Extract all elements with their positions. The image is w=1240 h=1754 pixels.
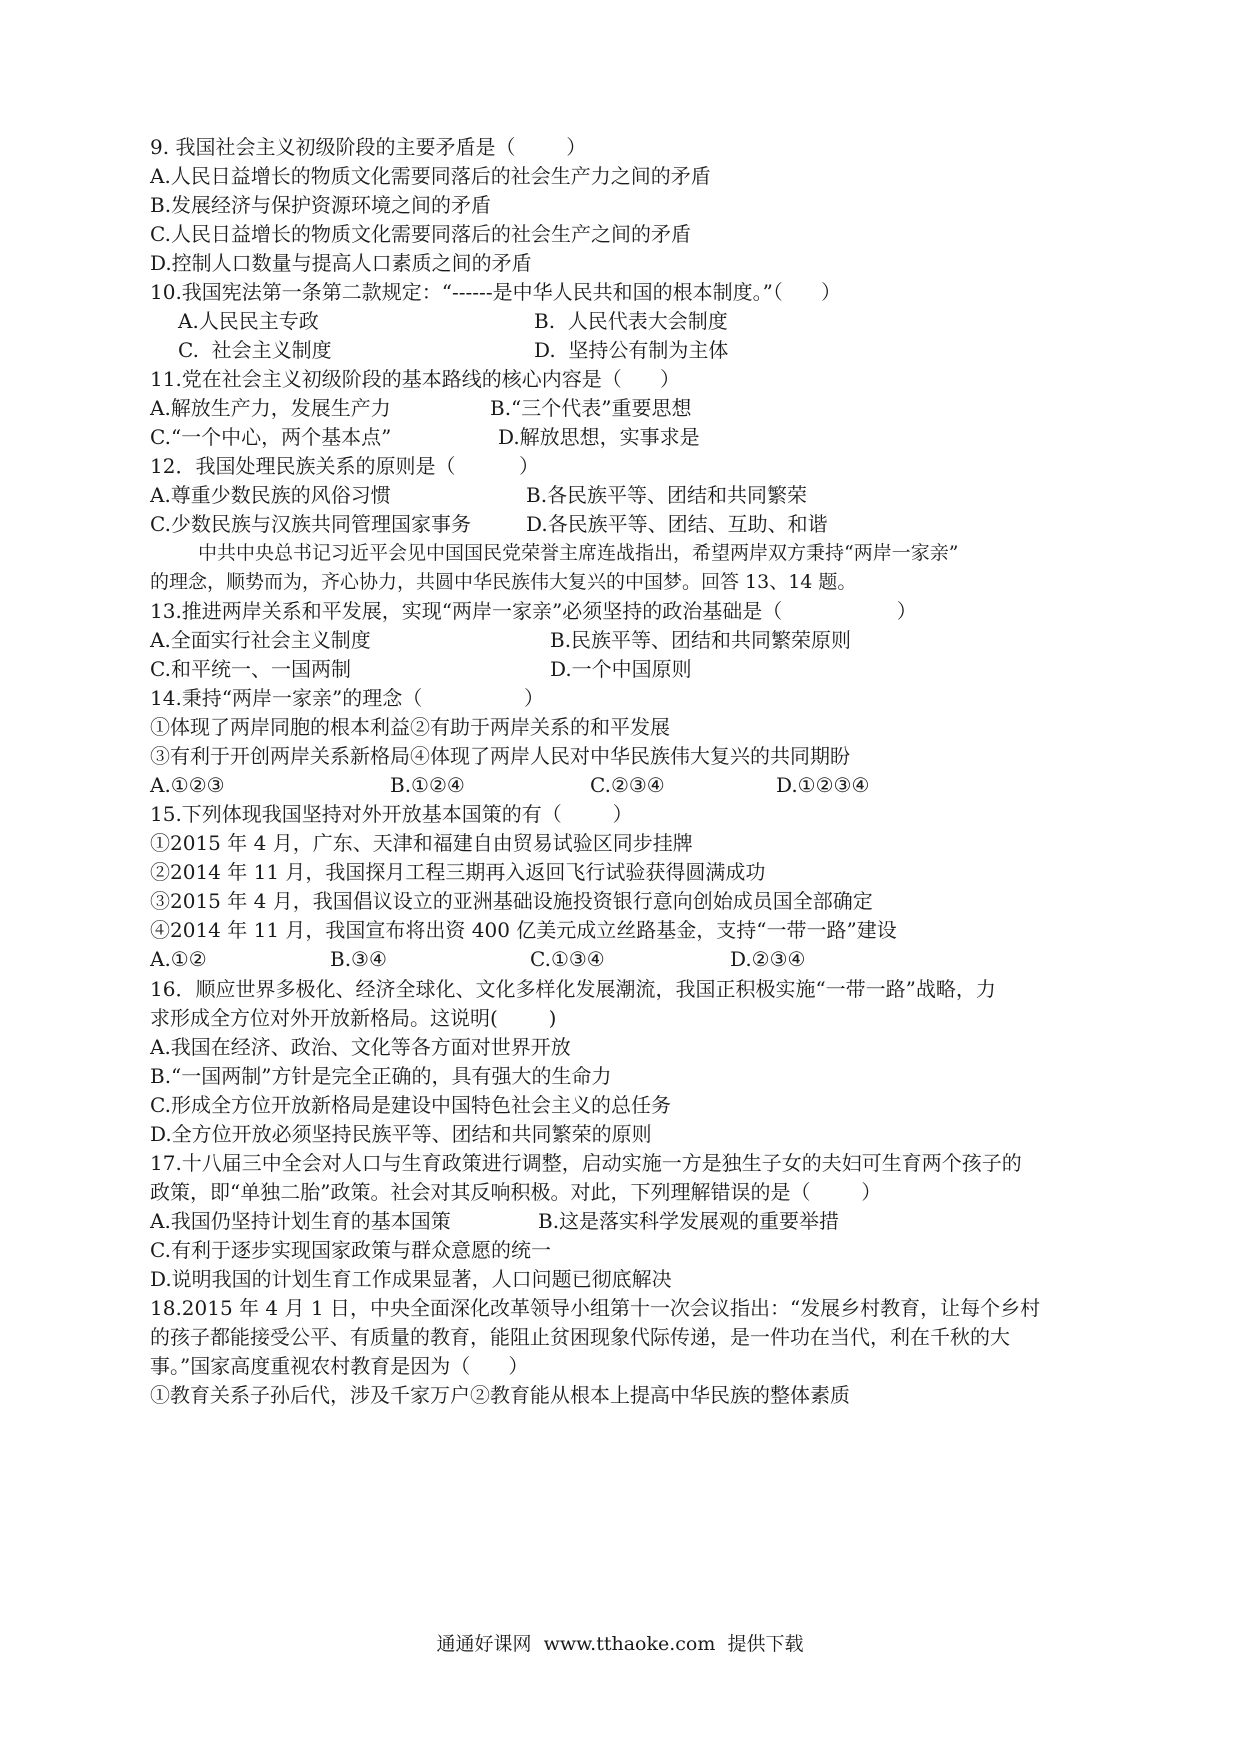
q17-stem-line-2: 政策，即“单独二胎”政策。社会对其反响积极。对此，下列理解错误的是（ ） (150, 1180, 882, 1204)
q17-stem-line-1: 17.十八届三中全会对人口与生育政策进行调整，启动实施一方是独生子女的夫妇可生育两个孩子的 (150, 1151, 1022, 1175)
q16-option-a: A.我国在经济、政治、文化等各方面对世界开放 (150, 1035, 571, 1059)
q12-option-d: D.各民族平等、团结、互助、和谐 (526, 512, 828, 536)
q17-option-b: B.这是落实科学发展观的重要举措 (538, 1209, 840, 1233)
q17-option-c: C.有利于逐步实现国家政策与群众意愿的统一 (150, 1238, 551, 1262)
q16-option-b: B.“一国两制”方针是完全正确的，具有强大的生命力 (150, 1064, 612, 1088)
q16-option-d: D.全方位开放必须坚持民族平等、团结和共同繁荣的原则 (150, 1122, 652, 1146)
q9-option-a: A.人民日益增长的物质文化需要同落后的社会生产力之间的矛盾 (150, 164, 711, 188)
q14-option-b: B.①②④ (390, 773, 465, 797)
q11-stem: 11.党在社会主义初级阶段的基本路线的核心内容是（ ） (150, 367, 680, 391)
q12-option-b: B.各民族平等、团结和共同繁荣 (526, 483, 808, 507)
q11-options-row-2 (150, 424, 1050, 450)
q10-options-row-2 (178, 337, 1078, 363)
q15-statement-2: ②2014 年 11 月，我国探月工程三期再入返回飞行试验获得圆满成功 (150, 860, 766, 884)
q11-option-c: C.“一个中心，两个基本点” (150, 425, 392, 449)
q17-options-row-1 (150, 1208, 1050, 1234)
q10-option-d: D. 坚持公有制为主体 (534, 338, 729, 362)
q17-option-a: A.我国仍坚持计划生育的基本国策 (150, 1209, 451, 1233)
q14-options-row (150, 772, 1050, 798)
q15-statement-3: ③2015 年 4 月，我国倡议设立的亚洲基础设施投资银行意向创始成员国全部确定 (150, 889, 873, 913)
q14-statement-1: ①体现了两岸同胞的根本利益②有助于两岸关系的和平发展 (150, 715, 670, 739)
q15-option-c: C.①③④ (530, 947, 605, 971)
q15-statement-4: ④2014 年 11 月，我国宣布将出资 400 亿美元成立丝路基金，支持“一带一路”建设 (150, 918, 897, 942)
q13-stem: 13.推进两岸关系和平发展，实现“两岸一家亲”必须坚持的政治基础是（ ） (150, 599, 917, 623)
q13-options-row-2 (150, 656, 1050, 682)
q12-options-row-1 (150, 482, 1050, 508)
material-line-2: 的理念，顺势而为，齐心协力，共圆中华民族伟大复兴的中国梦。回答 13、14 题。 (150, 571, 857, 593)
q10-stem: 10.我国宪法第一条第二款规定：“------是中华人民共和国的根本制度。”（ ） (150, 280, 841, 304)
q12-stem: 12．我国处理民族关系的原则是（ ） (150, 454, 540, 478)
q13-options-row-1 (150, 627, 1050, 653)
q9-option-c: C.人民日益增长的物质文化需要同落后的社会生产之间的矛盾 (150, 222, 691, 246)
q18-stem-line-2: 的孩子都能接受公平、有质量的教育，能阻止贫困现象代际传递，是一件功在当代，利在千秋的大 (150, 1325, 1010, 1349)
q14-option-c: C.②③④ (590, 773, 665, 797)
q9-option-b: B.发展经济与保护资源环境之间的矛盾 (150, 193, 492, 217)
q16-stem-line-2: 求形成全方位对外开放新格局。这说明( ) (150, 1006, 557, 1030)
q10-options-row-1 (178, 308, 1078, 334)
q14-option-a: A.①②③ (150, 773, 225, 797)
q10-option-b: B. 人民代表大会制度 (534, 309, 728, 333)
material-line-1: 中共中央总书记习近平会见中国国民党荣誉主席连战指出，希望两岸双方秉持“两岸一家亲” (198, 542, 959, 564)
q14-option-d: D.①②③④ (776, 773, 870, 797)
q9-option-d: D.控制人口数量与提高人口素质之间的矛盾 (150, 251, 532, 275)
q11-options-row-1 (150, 395, 1050, 421)
q12-option-a: A.尊重少数民族的风俗习惯 (150, 483, 391, 507)
q16-stem-line-1: 16．顺应世界多极化、经济全球化、文化多样化发展潮流，我国正积极实施“一带一路”战略，力 (150, 977, 996, 1001)
page-footer: 通通好课网 www.tthaoke.com 提供下载 (436, 1633, 804, 1655)
q15-options-row (150, 946, 1050, 972)
q11-option-a: A.解放生产力，发展生产力 (150, 396, 391, 420)
q12-options-row-2 (150, 511, 1050, 537)
q13-option-a: A.全面实行社会主义制度 (150, 628, 371, 652)
q12-option-c: C.少数民族与汉族共同管理国家事务 (150, 512, 471, 536)
q15-statement-1: ①2015 年 4 月，广东、天津和福建自由贸易试验区同步挂牌 (150, 831, 693, 855)
q11-option-b: B.“三个代表”重要思想 (490, 396, 692, 420)
q17-option-d: D.说明我国的计划生育工作成果显著，人口问题已彻底解决 (150, 1267, 672, 1291)
q15-stem: 15.下列体现我国坚持对外开放基本国策的有（ ） (150, 802, 633, 826)
q11-option-d: D.解放思想，实事求是 (498, 425, 700, 449)
q10-option-c: C. 社会主义制度 (178, 338, 332, 362)
q18-stem-line-3: 事。”国家高度重视农村教育是因为（ ） (150, 1354, 529, 1378)
q15-option-a: A.①② (150, 947, 207, 971)
q14-stem: 14.秉持“两岸一家亲”的理念（ ） (150, 686, 544, 710)
q18-statement-1: ①教育关系子孙后代，涉及千家万户②教育能从根本上提高中华民族的整体素质 (150, 1383, 850, 1407)
q15-option-b: B.③④ (330, 947, 387, 971)
q10-option-a: A.人民民主专政 (178, 309, 319, 333)
q18-stem-line-1: 18.2015 年 4 月 1 日，中央全面深化改革领导小组第十一次会议指出：“发展乡村教育，让每个乡村 (150, 1296, 1041, 1320)
q9-stem: 9. 我国社会主义初级阶段的主要矛盾是（ ） (150, 135, 587, 159)
q13-option-b: B.民族平等、团结和共同繁荣原则 (550, 628, 852, 652)
q15-option-d: D.②③④ (730, 947, 806, 971)
q16-option-c: C.形成全方位开放新格局是建设中国特色社会主义的总任务 (150, 1093, 671, 1117)
q13-option-d: D.一个中国原则 (550, 657, 692, 681)
q13-option-c: C.和平统一、一国两制 (150, 657, 351, 681)
q14-statement-2: ③有利于开创两岸关系新格局④体现了两岸人民对中华民族伟大复兴的共同期盼 (150, 744, 850, 768)
